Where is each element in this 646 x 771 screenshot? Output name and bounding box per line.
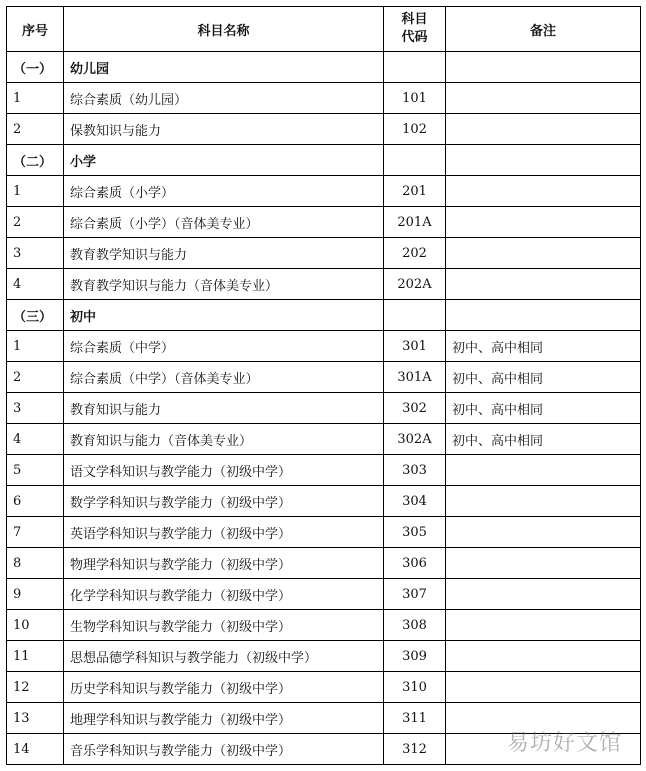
row-subject-name: 保教知识与能力 — [64, 114, 384, 145]
row-subject-code: 301 — [384, 331, 446, 362]
row-subject-name: 英语学科知识与教学能力（初级中学） — [64, 517, 384, 548]
row-subject-code: 303 — [384, 455, 446, 486]
row-num: 12 — [7, 672, 64, 703]
row-num: 2 — [7, 114, 64, 145]
row-subject-name: 教育知识与能力 — [64, 393, 384, 424]
row-subject-name: 数学学科知识与教学能力（初级中学） — [64, 486, 384, 517]
row-subject-code: 305 — [384, 517, 446, 548]
row-subject-code: 101 — [384, 83, 446, 114]
row-subject-code: 202 — [384, 238, 446, 269]
table-header-row — [7, 7, 641, 52]
row-num: 7 — [7, 517, 64, 548]
row-subject-code — [384, 52, 446, 83]
row-num: 10 — [7, 610, 64, 641]
table-row — [7, 424, 641, 455]
row-num: 1 — [7, 331, 64, 362]
row-note — [446, 610, 641, 641]
row-subject-code: 201 — [384, 176, 446, 207]
row-note — [446, 517, 641, 548]
row-subject-name: 历史学科知识与教学能力（初级中学） — [64, 672, 384, 703]
watermark: 易坊好文馆 — [506, 731, 622, 756]
row-num: （三） — [7, 300, 64, 331]
row-subject-name: 综合素质（中学）（音体美专业） — [64, 362, 384, 393]
row-subject-code: 301A — [384, 362, 446, 393]
subjects-table — [6, 6, 641, 765]
table-row — [7, 672, 641, 703]
row-subject-name: 小学 — [64, 145, 384, 176]
row-subject-name: 综合素质（小学） — [64, 176, 384, 207]
header-code-line2: 代码 — [401, 30, 428, 45]
table-row — [7, 517, 641, 548]
row-subject-name: 语文学科知识与教学能力（初级中学） — [64, 455, 384, 486]
row-subject-name: 物理学科知识与教学能力（初级中学） — [64, 548, 384, 579]
row-num: 4 — [7, 269, 64, 300]
row-subject-name: 幼儿园 — [64, 52, 384, 83]
row-note — [446, 238, 641, 269]
row-note — [446, 300, 641, 331]
row-num: 3 — [7, 238, 64, 269]
row-subject-name: 综合素质（幼儿园） — [64, 83, 384, 114]
section-row — [7, 52, 641, 83]
row-note — [446, 455, 641, 486]
table-row — [7, 548, 641, 579]
row-subject-code: 309 — [384, 641, 446, 672]
table-row — [7, 393, 641, 424]
table-row — [7, 641, 641, 672]
row-subject-name: 思想品德学科知识与教学能力（初级中学） — [64, 641, 384, 672]
row-num: 9 — [7, 579, 64, 610]
row-note: 初中、高中相同 — [446, 424, 641, 455]
row-num: 4 — [7, 424, 64, 455]
row-subject-code: 304 — [384, 486, 446, 517]
table-row — [7, 486, 641, 517]
row-note — [446, 145, 641, 176]
table-row — [7, 455, 641, 486]
row-subject-code: 306 — [384, 548, 446, 579]
row-num: 13 — [7, 703, 64, 734]
table-row — [7, 331, 641, 362]
row-subject-code: 102 — [384, 114, 446, 145]
row-subject-name: 综合素质（中学） — [64, 331, 384, 362]
row-num: 3 — [7, 393, 64, 424]
header-code — [384, 7, 446, 52]
row-num: 11 — [7, 641, 64, 672]
header-num: 序号 — [7, 7, 64, 52]
row-num: 14 — [7, 734, 64, 765]
row-note — [446, 52, 641, 83]
row-note — [446, 579, 641, 610]
row-note: 初中、高中相同 — [446, 393, 641, 424]
table-row — [7, 114, 641, 145]
row-note — [446, 672, 641, 703]
row-num: 5 — [7, 455, 64, 486]
row-subject-code — [384, 145, 446, 176]
row-subject-name: 初中 — [64, 300, 384, 331]
row-note — [446, 641, 641, 672]
row-note — [446, 83, 641, 114]
table-row — [7, 238, 641, 269]
row-num: 2 — [7, 207, 64, 238]
row-subject-name: 音乐学科知识与教学能力（初级中学） — [64, 734, 384, 765]
table-row — [7, 207, 641, 238]
row-subject-name: 教育教学知识与能力 — [64, 238, 384, 269]
row-note — [446, 176, 641, 207]
row-note — [446, 207, 641, 238]
row-note — [446, 548, 641, 579]
row-subject-code: 302A — [384, 424, 446, 455]
table-row — [7, 83, 641, 114]
row-num: 6 — [7, 486, 64, 517]
row-subject-code: 312 — [384, 734, 446, 765]
table-row — [7, 362, 641, 393]
row-subject-code: 201A — [384, 207, 446, 238]
header-code-line1: 科目 — [401, 12, 428, 27]
table-row — [7, 579, 641, 610]
row-subject-code: 302 — [384, 393, 446, 424]
section-row — [7, 300, 641, 331]
row-subject-name: 教育教学知识与能力（音体美专业） — [64, 269, 384, 300]
row-num: （二） — [7, 145, 64, 176]
table-row — [7, 269, 641, 300]
row-subject-code — [384, 300, 446, 331]
row-subject-name: 化学学科知识与教学能力（初级中学） — [64, 579, 384, 610]
row-subject-name: 综合素质（小学）（音体美专业） — [64, 207, 384, 238]
row-num: 8 — [7, 548, 64, 579]
section-row — [7, 145, 641, 176]
row-note: 初中、高中相同 — [446, 362, 641, 393]
header-note: 备注 — [446, 7, 641, 52]
row-subject-code: 202A — [384, 269, 446, 300]
header-name: 科目名称 — [64, 7, 384, 52]
row-subject-code: 311 — [384, 703, 446, 734]
table-body — [7, 52, 641, 765]
row-subject-name: 生物学科知识与教学能力（初级中学） — [64, 610, 384, 641]
row-num: 2 — [7, 362, 64, 393]
row-subject-name: 教育知识与能力（音体美专业） — [64, 424, 384, 455]
row-subject-name: 地理学科知识与教学能力（初级中学） — [64, 703, 384, 734]
row-num: （一） — [7, 52, 64, 83]
row-note — [446, 269, 641, 300]
row-num: 1 — [7, 83, 64, 114]
row-note — [446, 486, 641, 517]
row-subject-code: 310 — [384, 672, 446, 703]
table-row — [7, 610, 641, 641]
table-row — [7, 176, 641, 207]
row-note: 初中、高中相同 — [446, 331, 641, 362]
row-subject-code: 307 — [384, 579, 446, 610]
row-num: 1 — [7, 176, 64, 207]
row-note — [446, 114, 641, 145]
row-subject-code: 308 — [384, 610, 446, 641]
